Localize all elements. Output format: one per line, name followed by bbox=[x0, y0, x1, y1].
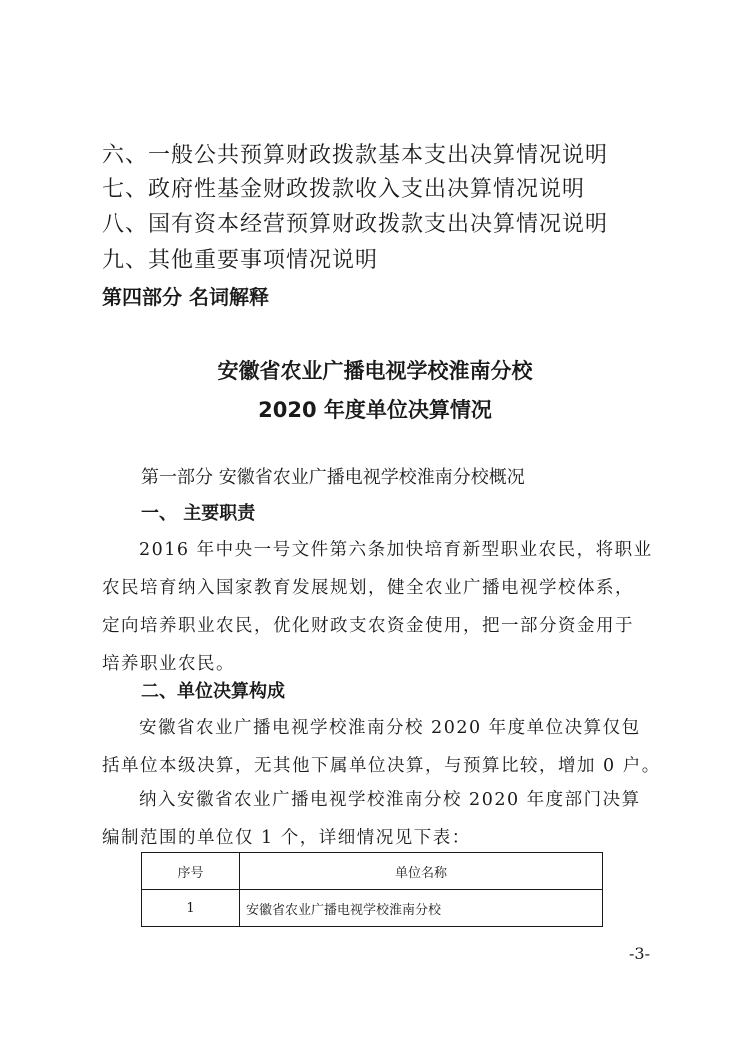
section2-paragraph-1 bbox=[102, 709, 662, 785]
report-title-line1: 安徽省农业广播电视学校淮南分校 bbox=[217, 359, 533, 383]
toc-part4-heading: 第四部分 名词解释 bbox=[102, 285, 269, 309]
section2-p2-line-1: 纳入安徽省农业广播电视学校淮南分校 2020 年度部门决算 bbox=[139, 790, 641, 810]
section1-paragraph bbox=[102, 531, 662, 683]
toc-item-9: 九、其他重要事项情况说明 bbox=[102, 248, 379, 273]
table-row bbox=[142, 890, 603, 927]
section2-p2-line-2: 编制范围的单位仅 1 个，详细情况见下表： bbox=[102, 828, 471, 848]
toc-item-7: 七、政府性基金财政拨款收入支出决算情况说明 bbox=[102, 177, 586, 202]
table-cell-unit-name: 安徽省农业广播电视学校淮南分校 bbox=[240, 890, 603, 927]
part1-heading: 第一部分 安徽省农业广播电视学校淮南分校概况 bbox=[141, 467, 525, 488]
column-header-unit-name: 单位名称 bbox=[240, 853, 603, 890]
section2-p1-line-1: 安徽省农业广播电视学校淮南分校 2020 年度单位决算仅包 bbox=[139, 718, 641, 738]
section1-line-4: 培养职业农民。 bbox=[102, 654, 235, 674]
section1-line-1: 2016 年中央一号文件第六条加快培育新型职业农民，将职业 bbox=[139, 540, 653, 560]
section2-paragraph-2 bbox=[102, 781, 662, 857]
section2-heading: 二、单位决算构成 bbox=[141, 681, 285, 702]
table-header-row bbox=[142, 853, 603, 890]
section1-line-3: 定向培养职业农民，优化财政支农资金使用，把一部分资金用于 bbox=[102, 616, 634, 636]
toc-item-8: 八、国有资本经营预算财政拨款支出决算情况说明 bbox=[102, 212, 609, 237]
table-cell-index: 1 bbox=[142, 890, 240, 927]
page-number: -3- bbox=[629, 944, 650, 963]
section1-line-2: 农民培育纳入国家教育发展规划，健全农业广播电视学校体系， bbox=[102, 578, 634, 598]
section1-heading: 一、 主要职责 bbox=[141, 503, 256, 524]
toc-item-6: 六、一般公共预算财政拨款基本支出决算情况说明 bbox=[102, 143, 609, 168]
unit-table bbox=[141, 852, 603, 927]
section2-p1-line-2: 括单位本级决算，无其他下属单位决算，与预算比较，增加 0 户。 bbox=[102, 756, 661, 776]
report-title-line2: 2020 年度单位决算情况 bbox=[258, 398, 492, 422]
column-header-index: 序号 bbox=[142, 853, 240, 890]
